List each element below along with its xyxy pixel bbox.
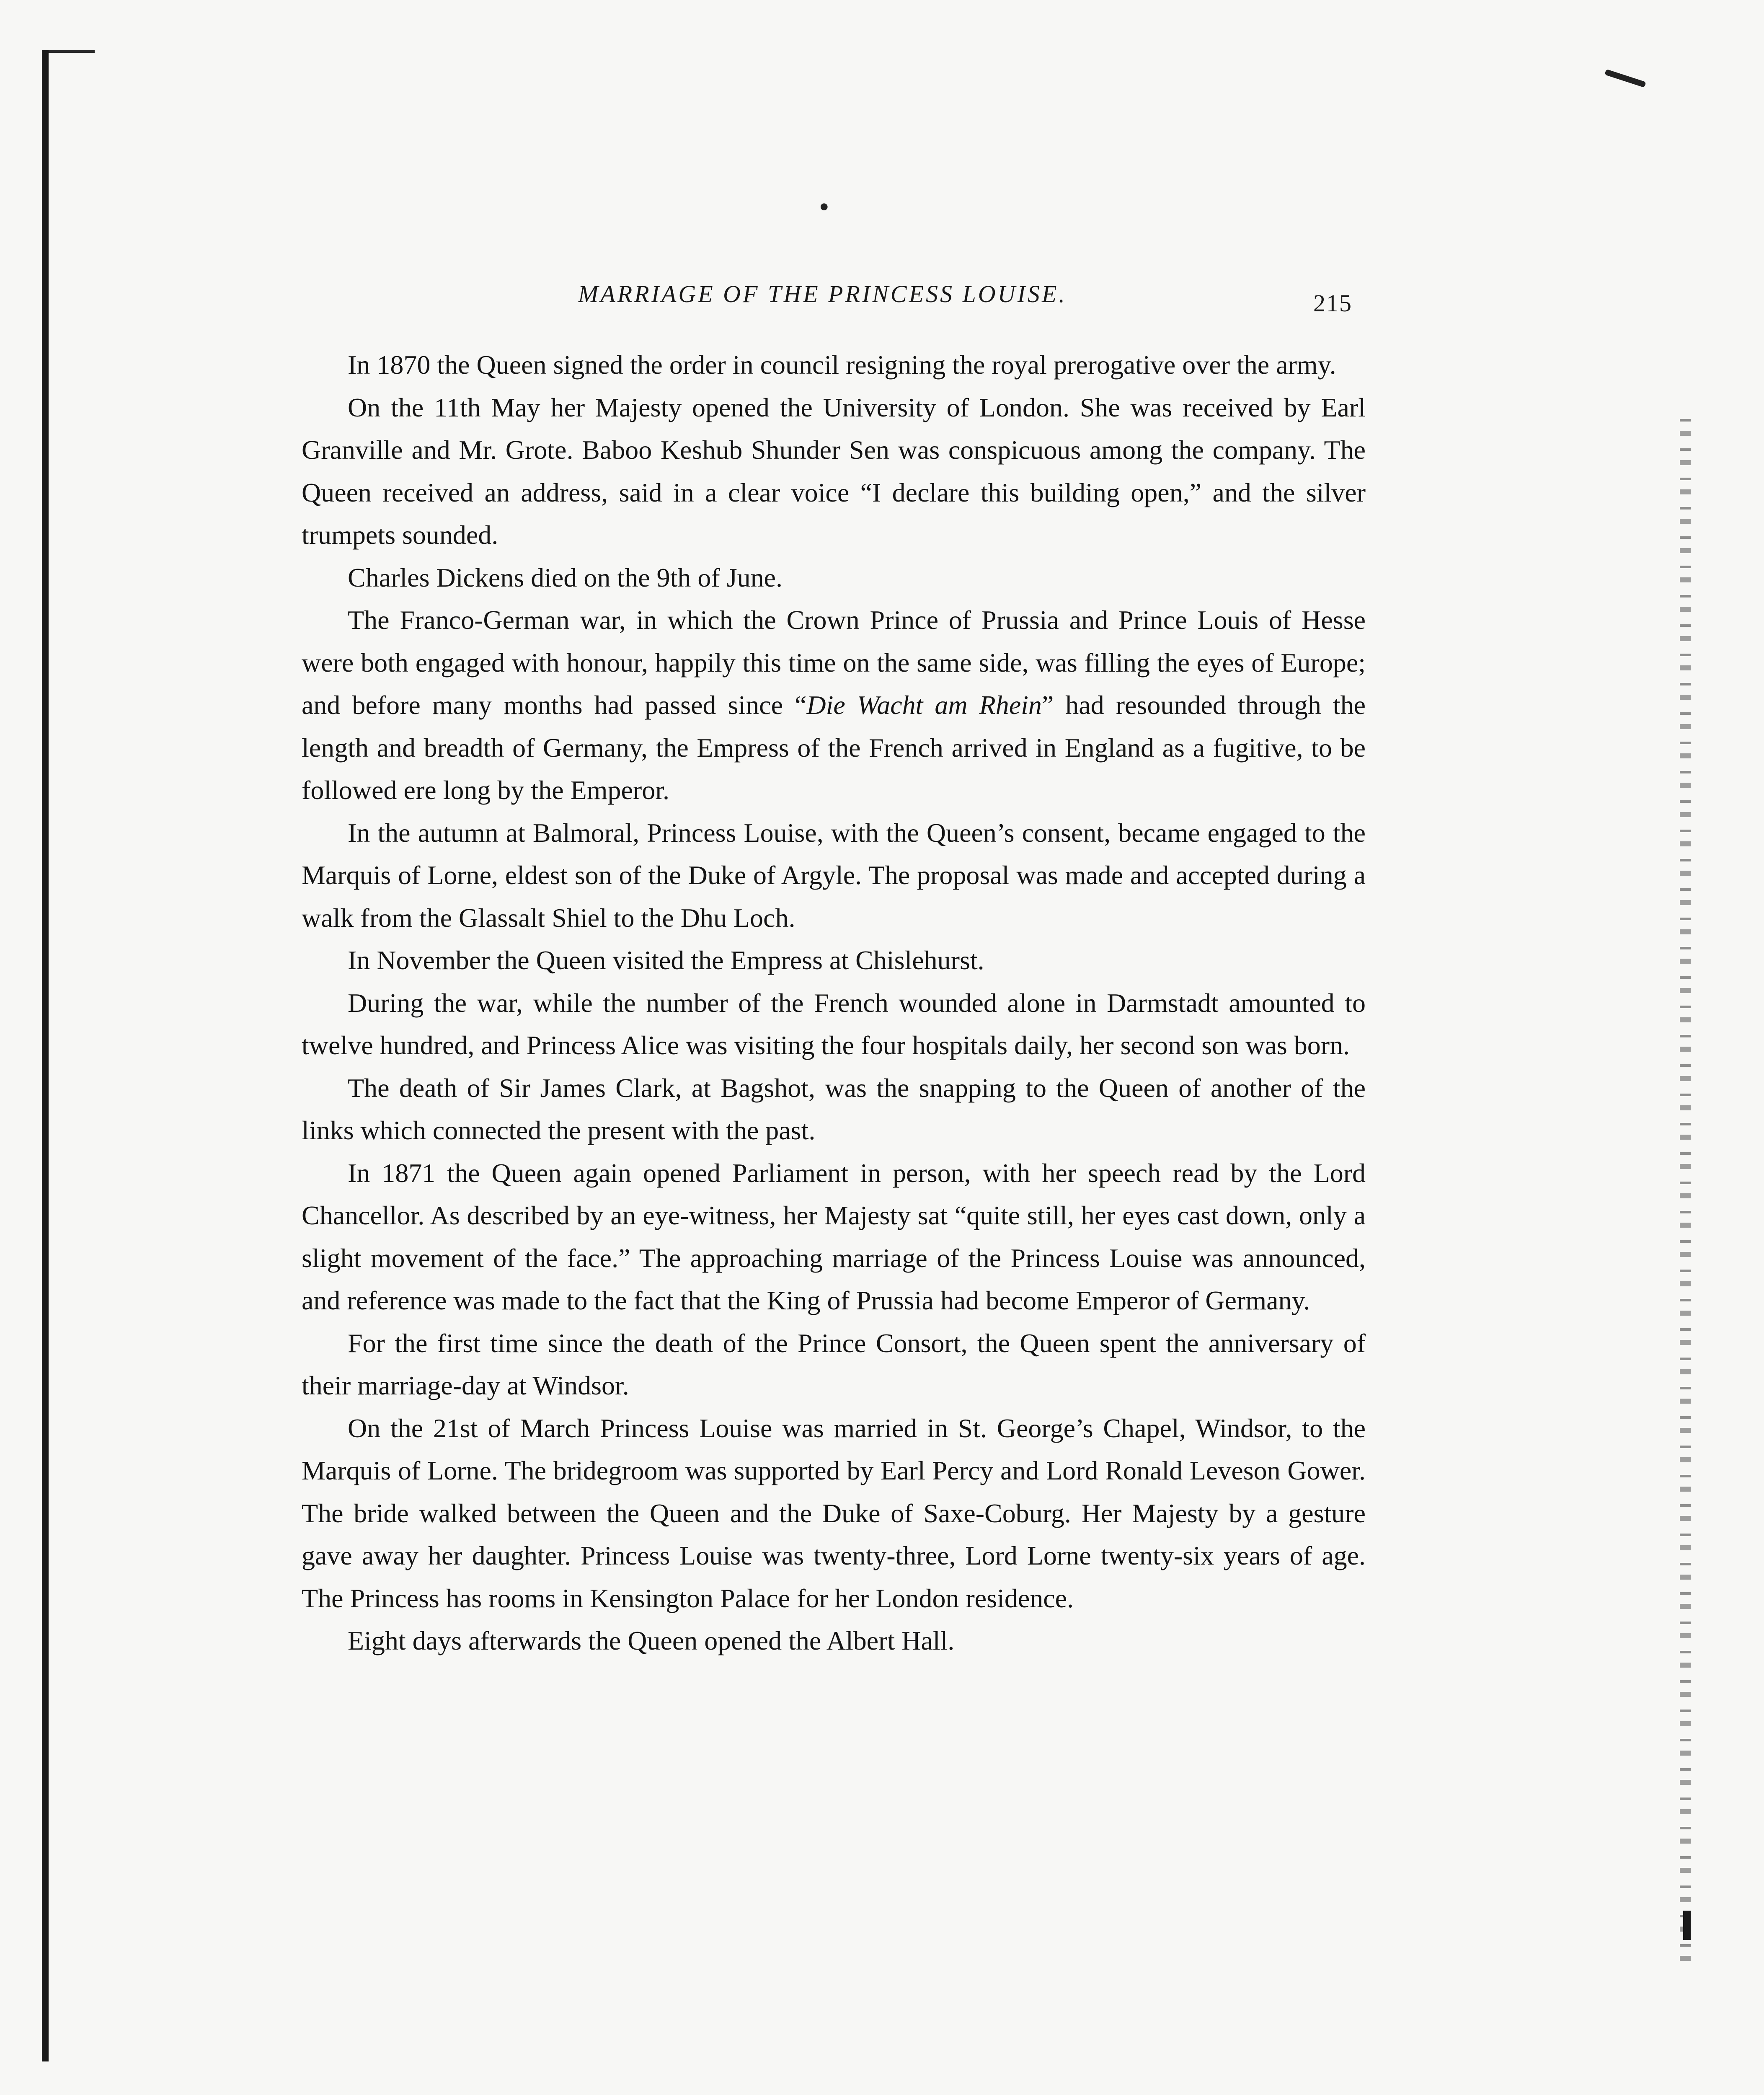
paragraph-text: ” had resounded through the length and breadth of Germany, the Empress of the French arrived in England as a fugitive, to be followed ere long by the Emperor. (302, 690, 1366, 805)
body-text (302, 344, 1366, 1662)
paragraph-anniversary: For the first time since the death of the Prince Consort, the Queen spent the anniversary of their marriage-day at Windsor. (302, 1328, 1366, 1400)
italic-title: Die Wacht am Rhein (806, 690, 1042, 720)
running-title: MARRIAGE OF THE PRINCESS LOUISE. (578, 280, 1067, 308)
corner-ink-mark (1604, 69, 1646, 88)
scan-edge-speckle (1680, 419, 1691, 1969)
paragraph-parliament-1871: In 1871 the Queen again opened Parliament in person, with her speech read by the Lord Chancellor. As described by an eye-witness, her Majesty sat “quite still, her eyes cast down, only a slight movement of the face.” The approaching marriage of the Princess Louise was announced, and reference was made to the fact that the King of Prussia had become Emperor of Germany. (302, 1158, 1366, 1315)
paragraph-dickens: Charles Dickens died on the 9th of June. (348, 562, 783, 592)
paragraph-university-of-london: On the 11th May her Majesty opened the University of London. She was received by Earl Granville and Mr. Grote. Baboo Keshub Shunder Sen was conspicuous among the company. The Queen received an address, said in a clear voice “I declare this building open,” and the silver trumpets sounded. (302, 392, 1366, 550)
page-number: 215 (1313, 290, 1352, 317)
paragraph-chislehurst: In November the Queen visited the Empress at Chislehurst. (348, 945, 984, 975)
paragraph-franco-german-war (302, 599, 1366, 812)
paragraph-army-prerogative: In 1870 the Queen signed the order in council resigning the royal prerogative over the army. (348, 350, 1336, 380)
ink-mark: • (819, 191, 829, 223)
paragraph-james-clark: The death of Sir James Clark, at Bagshot, was the snapping to the Queen of another of the links which connected the present with the past. (302, 1073, 1366, 1145)
paragraph-albert-hall: Eight days afterwards the Queen opened the Albert Hall. (348, 1626, 955, 1655)
paragraph-darmstadt: During the war, while the number of the French wounded alone in Darmstadt amounted to twelve hundred, and Princess Alice was visiting the four hospitals daily, her second son was born. (302, 988, 1366, 1060)
scan-edge-mark (1683, 1911, 1691, 1940)
binding-edge (42, 50, 49, 2061)
paragraph-text: The Franco-German war, in which the Crown Prince of Prussia and Prince Louis of Hesse were both engaged with honour, happily this time on the same side, was filling the eyes of Europe; and before many months had passed since “ (302, 605, 1366, 720)
paragraph-engagement: In the autumn at Balmoral, Princess Louise, with the Queen’s consent, became engaged to the Marquis of Lorne, eldest son of the Duke of Argyle. The proposal was made and accepted during a walk from the Glassalt Shiel to the Dhu Loch. (302, 817, 1366, 933)
paragraph-marriage: On the 21st of March Princess Louise was married in St. George’s Chapel, Windsor, to the Marquis of Lorne. The bridegroom was supported by Earl Percy and Lord Ronald Leveson Gower. The bride walked between the Queen and the Duke of Saxe-Coburg. Her Majesty by a gesture gave away her daughter. Princess Louise was twenty-three, Lord Lorne twenty-six years of age. The Princess has rooms in Kensington Palace for her London residence. (302, 1413, 1366, 1613)
binding-edge-tick (49, 50, 95, 53)
